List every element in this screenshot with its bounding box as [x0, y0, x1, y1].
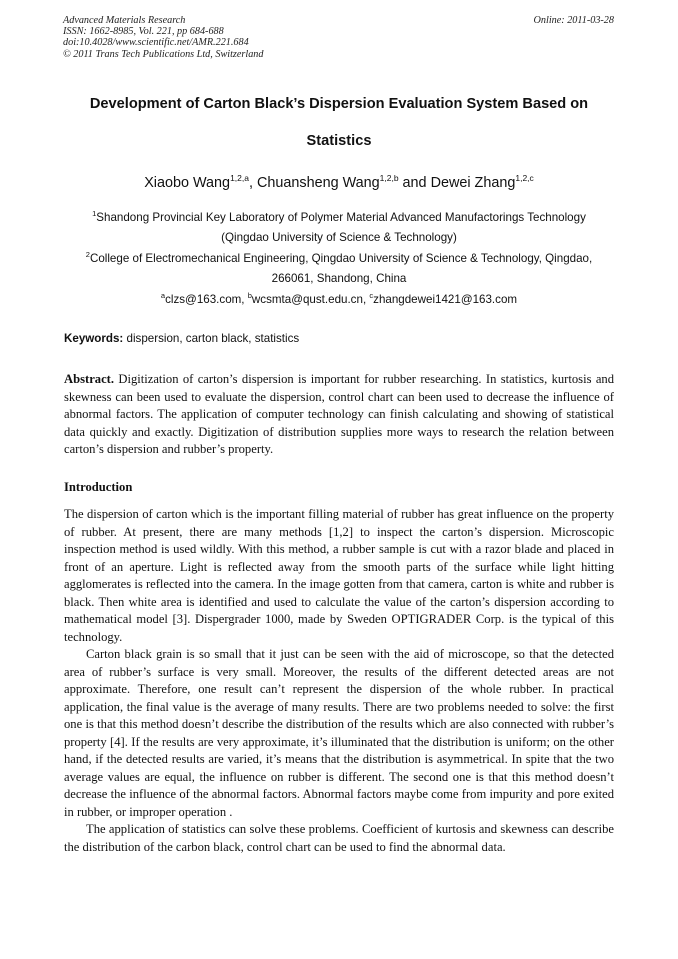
paragraph: The application of statistics can solve these problems. Coefficient of kurtosis and skewness can describe the distribution of the carbon black, control chart can be used to find the abnormal data.	[64, 822, 614, 854]
affiliation-1	[60, 208, 618, 247]
keywords	[64, 332, 299, 345]
copyright-line: © 2011 Trans Tech Publications Ltd, Switzerland	[63, 48, 264, 60]
abstract	[64, 371, 614, 459]
email-list	[40, 293, 638, 306]
section-heading-introduction: Introduction	[64, 480, 133, 494]
paragraph: Carton black grain is so small that it just can be seen with the aid of microscope, so that the detected area of rubber’s surface is very small. Moreover, the results of the different detected areas are not approximate. Therefore, one result can’t represent the dispersion of the whole rubber. In practical application, the final value is the average of many results. There are two problems needed to solve: the first one is that this method doesn’t describe the distribution of the results which are also connected with rubber’s property [4]. If the results are very approximate, it’s illuminated that the distribution is uniform; on the other hand, if the detected results are varied, it’s means that the distribution is asymmetrical. In spite that the two average values are equal, the influence on rubber is different. The second one is that this method doesn’t decrease the influence of the abnormal factors. Abnormal factors maybe come from impurity and pore exited in rubber, or improper operation .	[64, 647, 614, 819]
author-affiliation-mark: 1,2,b	[379, 173, 399, 183]
affiliation-line: College of Electromechanical Engineering, Qingdao University of Science & Technology, Qingdao,	[89, 252, 593, 265]
author-affiliation-mark: 1,2,c	[515, 173, 534, 183]
author-affiliation-mark: 1,2,a	[230, 173, 249, 183]
author-name: Chuansheng Wang	[256, 175, 380, 191]
keywords-text: dispersion, carton black, statistics	[123, 332, 300, 345]
introduction-body	[64, 506, 614, 856]
journal-header	[63, 15, 263, 60]
email-link[interactable]: clzs@163.com	[165, 293, 242, 306]
abstract-label: Abstract.	[64, 372, 115, 386]
author-name: Xiaobo Wang	[144, 175, 231, 191]
affiliation-line: 266061, Shandong, China	[271, 272, 407, 285]
doi-line[interactable]: doi:10.4028/www.scientific.net/AMR.221.684	[63, 37, 249, 49]
affiliation-line: Shandong Provincial Key Laboratory of Polymer Material Advanced Manufactorings Technology	[96, 211, 586, 224]
abstract-text: Digitization of carton’s dispersion is important for rubber researching. In statistics, kurtosis and skewness can been used to evaluate the dispersion, control chart can been used to decrease the influence of abnormal factors. The application of computer technology can finish calculating and showing of statistical data quickly and exactly. Digitization of distribution supplies more ways to research the relation between carton’s dispersion and rubber’s property.	[64, 372, 614, 456]
email-mark: c	[369, 291, 374, 300]
affiliation-2	[60, 249, 618, 288]
author-separator: and	[398, 175, 431, 191]
email-separator: ,	[362, 293, 370, 306]
paper-title-line-1: Development of Carton Black’s Dispersion Evaluation System Based on	[89, 96, 589, 112]
affiliation-line: (Qingdao University of Science & Technology)	[221, 231, 457, 244]
email-link[interactable]: zhangdewei1421@163.com	[373, 293, 518, 306]
email-separator: ,	[241, 293, 248, 306]
author-list	[40, 175, 638, 191]
journal-name: Advanced Materials Research	[63, 15, 186, 26]
email-link[interactable]: wcsmta@qust.edu.cn	[251, 293, 363, 306]
author-name: Dewei Zhang	[430, 175, 516, 191]
affiliation-mark: 2	[85, 250, 90, 259]
paragraph: The dispersion of carton which is the important filling material of rubber has great influence on the property of rubber. At present, there are many methods [1,2] to inspect the carton’s dispersion. Microscopic inspection method is used wildly. With this method, a rubber sample is cut with a razor blade and placed in front of an aperture. Light is reflected away from the smooth parts of the surface while light hitting agglomerates is reflected into the camera. In the image gotten from that camera, carton is white and rubber is black. Then white area is identified and used to calculate the value of the carton’s dispersion according to mathematical model [3]. Dispergrader 1000, made by Sweden OPTIGRADER Corp. is the typical of this technology.	[64, 507, 614, 644]
email-mark: a	[160, 291, 166, 300]
paper-title-line-2: Statistics	[306, 133, 372, 149]
issn-line: ISSN: 1662-8985, Vol. 221, pp 684-688	[63, 26, 224, 38]
affiliation-mark: 1	[92, 209, 97, 218]
online-date: Online: 2011-03-28	[533, 15, 614, 26]
author-separator: ,	[248, 175, 257, 191]
keywords-label: Keywords:	[64, 332, 124, 345]
email-mark: b	[247, 291, 252, 300]
